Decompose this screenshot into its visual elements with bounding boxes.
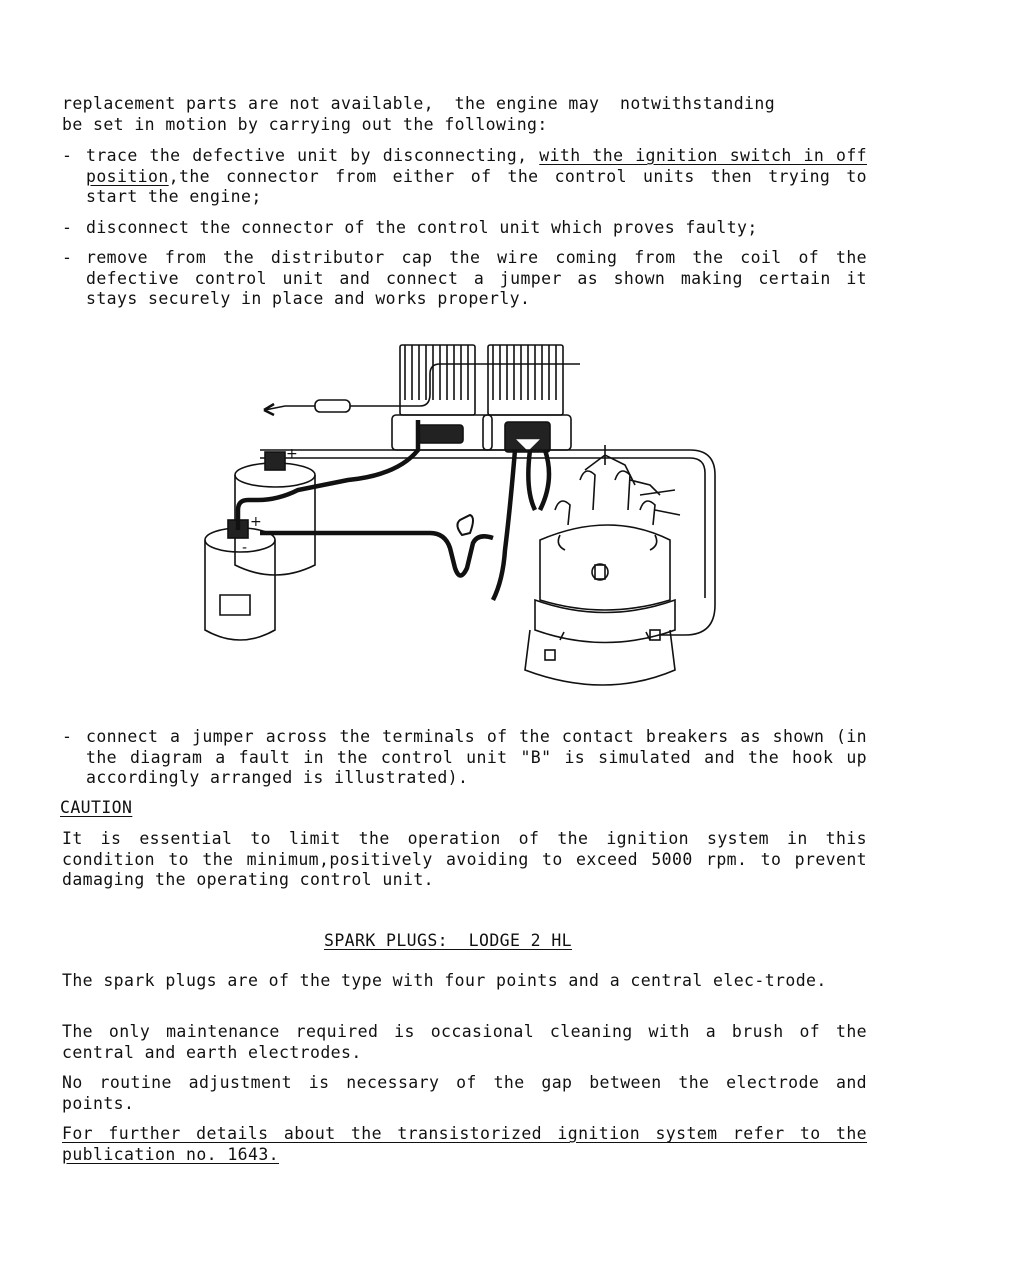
- caution-heading: CAUTION: [60, 798, 133, 817]
- rear-coil-plus-label: +: [286, 446, 298, 462]
- distributor: [525, 471, 675, 685]
- step-3-text: remove from the distributor cap the wire coming from the coil of the defective control unit and connect a jumper as shown making certain it stays securely in place and works properly.: [86, 248, 867, 308]
- intro-line-1: replacement parts are not available, the engine may notwithstanding: [62, 94, 776, 113]
- further-details-note: For further details about the transistorized ignition system refer to the publication no. 1643.: [62, 1124, 867, 1164]
- front-coil-minus-label: -: [242, 540, 248, 556]
- control-unit-b: [483, 345, 571, 452]
- step-4-text: connect a jumper across the terminals of the contact breakers as shown (in the diagram a fault in the control unit "B" is simulated and the hook up accordingly arranged is illustrated).: [86, 727, 867, 787]
- step-4-dash: -: [62, 727, 73, 746]
- intro-paragraph: [62, 94, 867, 135]
- step-1-text-start: trace the defective unit by disconnecting,: [86, 146, 540, 165]
- step-2-text: disconnect the connector of the control unit which proves faulty;: [86, 218, 758, 237]
- spark-plugs-paragraph-2: The only maintenance required is occasional cleaning with a brush of the central and earth electrodes.: [62, 1022, 867, 1062]
- step-1-text-end: ,the connector from either of the control units then trying to start the engine;: [86, 166, 867, 206]
- step-2-dash: -: [62, 218, 73, 237]
- step-3: [62, 248, 867, 310]
- front-coil-plus-label: +: [250, 514, 262, 530]
- jumper-wires: [238, 420, 549, 600]
- control-unit-a: [392, 345, 492, 450]
- step-4: [62, 727, 867, 789]
- tach-lead: [264, 364, 580, 415]
- spark-plugs-heading: SPARK PLUGS: LODGE 2 HL: [324, 931, 573, 950]
- step-1-dash: -: [62, 146, 73, 165]
- step-3-dash: -: [62, 248, 73, 267]
- intro-line-2: be set in motion by carrying out the following:: [62, 114, 548, 134]
- step-2: [62, 218, 867, 239]
- spark-plugs-paragraph-1: The spark plugs are of the type with four points and a central elec-trode.: [62, 971, 827, 990]
- step-1-underlined: with the ignition switch in off position: [86, 146, 867, 186]
- ignition-coil-front: [205, 520, 275, 640]
- step-1-text: [86, 146, 867, 208]
- step-1: [62, 146, 867, 208]
- ignition-wiring-diagram: [200, 340, 720, 705]
- caution-text: It is essential to limit the operation of the ignition system in this condition to the minimum,positively avoiding to exceed 5000 rpm. to prevent damaging the operating control unit.: [62, 829, 867, 889]
- spark-plugs-paragraph-3: No routine adjustment is necessary of the gap between the electrode and points.: [62, 1073, 867, 1113]
